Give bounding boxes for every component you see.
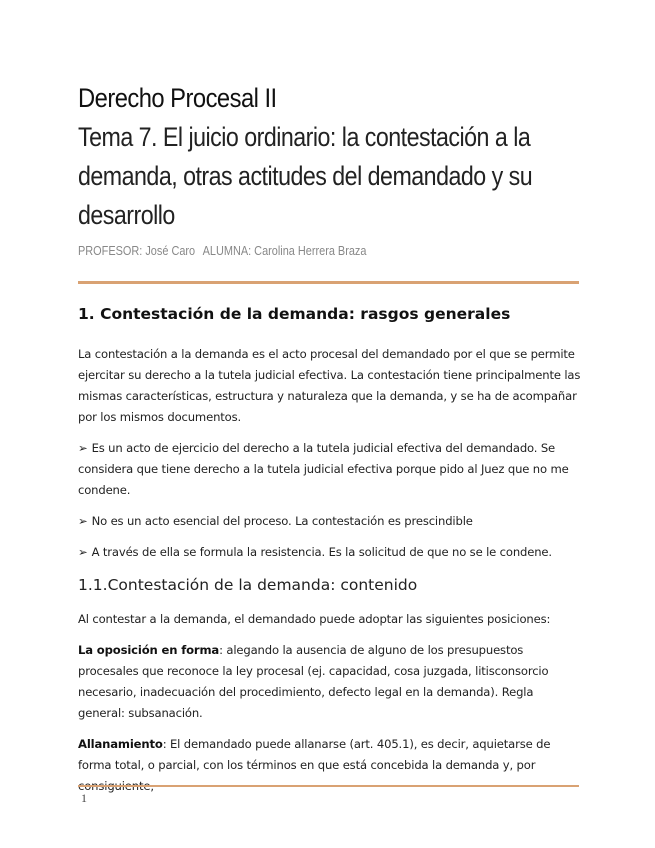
student-label: ALUMNA: Carolina Herrera Braza [202, 243, 367, 258]
section-intro-paragraph: La contestación a la demanda es el acto procesal del demandado por el que se permite ejercitar su derecho a la tutela judicial efectiva. La contestación tiene principalmente las mismas características, estructura y naturaleza que la demanda, y se ha de acompañar por los mismos documentos. [78, 347, 581, 424]
arrow-bullet-icon: ➢ [78, 441, 88, 455]
bullet-item [78, 542, 583, 563]
definition-term: Allanamiento [78, 737, 163, 751]
bullet-text: A través de ella se formula la resistencia. Es la solicitud de que no se le condene. [91, 545, 552, 559]
authors-line [78, 243, 414, 258]
page-number: 1 [81, 791, 87, 805]
arrow-bullet-icon: ➢ [78, 545, 88, 559]
subsection-intro-paragraph: Al contestar a la demanda, el demandado puede adoptar las siguientes posiciones: [78, 612, 551, 626]
section-heading: 1. Contestación de la demanda: rasgos generales [78, 305, 511, 323]
definition-item [78, 734, 583, 797]
definition-text: : El demandado puede allanarse (art. 405.1), es decir, aquietarse de forma total, o parcial, con los términos en que está concebida la demanda y, por [78, 737, 551, 772]
definition-term: La oposición en forma [78, 643, 220, 657]
header-divider [78, 281, 579, 284]
footer-divider [78, 785, 579, 787]
definition-item [78, 640, 583, 724]
topic-title: Tema 7. El juicio ordinario: la contestación a la demanda, otras actitudes del demandado y su desarrollo [78, 122, 533, 230]
bullet-text: Es un acto de ejercicio del derecho a la tutela judicial efectiva del demandado. Se considera que tiene derecho a la tutela judicial efectiva porque pido al Juez que no me condene. [78, 441, 569, 497]
course-title: Derecho Procesal II [78, 83, 277, 113]
document-body [78, 300, 583, 807]
professor-label: PROFESOR: José Caro [78, 243, 196, 258]
bullet-item [78, 511, 583, 532]
bullet-text: No es un acto esencial del proceso. La contestación es prescindible [91, 514, 473, 528]
definition-text: : alegando la ausencia de alguno de los presupuestos procesales que reconoce la ley procesal (ej. capacidad, cosa juzgada, litisconsorcio necesario, inadecuación del procedimiento, defecto legal en la demanda). Regla general: subsanación. [78, 643, 549, 720]
bullet-item [78, 438, 583, 501]
arrow-bullet-icon: ➢ [78, 514, 88, 528]
subsection-heading: 1.1.Contestación de la demanda: contenido [78, 576, 418, 594]
